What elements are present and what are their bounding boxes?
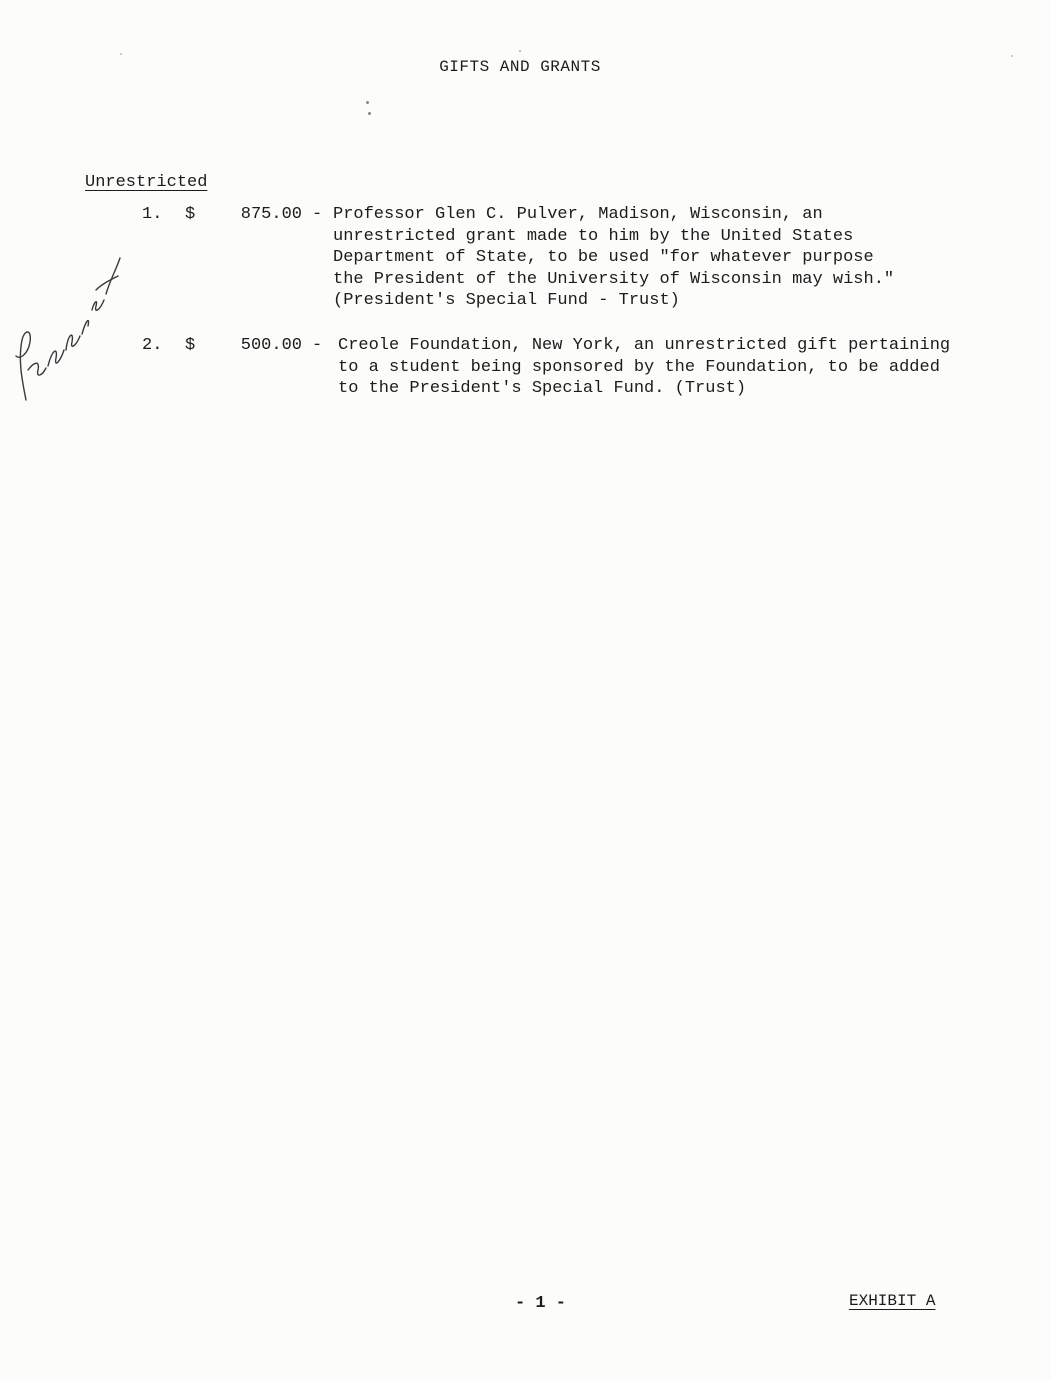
scan-speck bbox=[120, 53, 122, 55]
description-line: to the President's Special Fund. (Trust) bbox=[338, 379, 747, 398]
description-line: (President's Special Fund - Trust) bbox=[333, 291, 680, 310]
description-line: to a student being sponsored by the Foundation, to be added bbox=[338, 357, 940, 377]
exhibit-label: EXHIBIT A bbox=[849, 1292, 936, 1310]
scan-speck bbox=[519, 50, 521, 52]
section-heading: Unrestricted bbox=[85, 173, 208, 192]
entry-amount: 500.00 bbox=[240, 336, 302, 355]
currency-symbol: $ bbox=[185, 205, 196, 224]
entry-number: 2. bbox=[142, 336, 163, 355]
description-line: the President of the University of Wisconsin may wish." bbox=[333, 269, 895, 289]
handwritten-signature bbox=[8, 250, 138, 420]
scan-speck bbox=[368, 112, 371, 115]
scan-speck bbox=[1011, 55, 1013, 57]
entry-number: 1. bbox=[142, 205, 163, 224]
description-line: Creole Foundation, New York, an unrestricted gift pertaining bbox=[338, 336, 951, 355]
entry-description bbox=[333, 204, 983, 312]
page-number: - 1 - bbox=[515, 1294, 567, 1313]
entry-dash: - bbox=[312, 336, 323, 355]
page-title: GIFTS AND GRANTS bbox=[439, 58, 601, 76]
entry-amount: 875.00 bbox=[240, 205, 302, 224]
entry-description bbox=[338, 335, 988, 400]
description-line: Professor Glen C. Pulver, Madison, Wisconsin, an bbox=[333, 205, 823, 224]
scan-speck bbox=[366, 101, 369, 104]
entry-dash: - bbox=[312, 205, 323, 224]
description-line: Department of State, to be used "for whatever purpose bbox=[333, 248, 874, 267]
description-line: unrestricted grant made to him by the United States bbox=[333, 226, 854, 246]
currency-symbol: $ bbox=[185, 336, 196, 355]
